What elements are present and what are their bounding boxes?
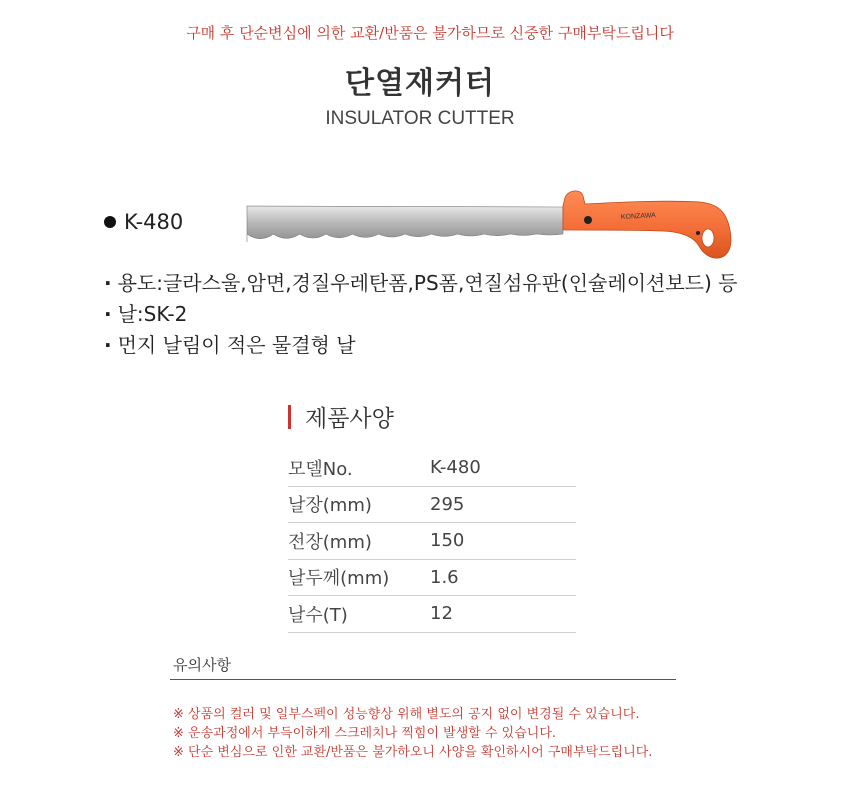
handle-hang-hole [702, 229, 714, 247]
return-policy-notice: 구매 후 단순변심에 의한 교환/반품은 불가하므로 신중한 구매부탁드립니다 [186, 24, 674, 42]
cutter-handle [563, 191, 731, 258]
product-subtitle: INSULATOR CUTTER [325, 108, 515, 129]
feature-item: · 날:SK-2 [104, 299, 737, 330]
caution-note: ※ 상품의 컬러 및 일부스펙이 성능향상 위해 별도의 공지 없이 변경될 수 있습니다. [173, 707, 640, 722]
spec-key: 날장(mm) [288, 495, 372, 517]
caution-note: ※ 운송과정에서 부득이하게 스크레치나 찍힘이 발생할 수 있습니다. [173, 726, 557, 741]
caution-notes [173, 705, 652, 762]
table-row [288, 450, 576, 487]
feature-item: · 용도:글라스울,암면,경질우레탄폼,PS폼,연질섬유판(인슐레이션보드) 등 [104, 268, 737, 299]
caution-title: 유의사항 [173, 656, 231, 674]
model-number: K-480 [124, 210, 184, 234]
spec-value: 1.6 [430, 566, 459, 588]
bullet-dot-icon [104, 216, 116, 228]
accent-bar [288, 405, 291, 429]
spec-value: 295 [430, 493, 465, 515]
table-row [288, 560, 576, 597]
cutter-product-image [245, 186, 735, 266]
table-row [288, 596, 576, 633]
spec-heading-label: 제품사양 [305, 406, 394, 432]
handle-rivet-small [696, 231, 700, 235]
feature-item: · 먼지 날림이 적은 물결형 날 [104, 330, 737, 361]
product-title: 단열재커터 [345, 66, 495, 101]
table-row [288, 523, 576, 560]
spec-key: 모델No. [288, 458, 353, 480]
spec-key: 전장(mm) [288, 531, 372, 553]
brand-mark: KONZAWA [620, 212, 656, 221]
spec-key: 날두께(mm) [288, 568, 390, 590]
serrated-blade [247, 206, 563, 242]
caution-note: ※ 단순 변심으로 인한 교환/반품은 불가하오니 사양을 확인하시어 구매부탁드립니다. [173, 745, 653, 760]
spec-key: 날수(T) [288, 604, 348, 626]
spec-value: 150 [430, 530, 465, 552]
handle-rivet [584, 216, 592, 224]
table-row [288, 487, 576, 524]
spec-heading [288, 400, 394, 433]
model-label [104, 210, 183, 234]
spec-value: K-480 [430, 457, 481, 479]
feature-list [104, 268, 737, 361]
spec-table [288, 450, 576, 633]
spec-value: 12 [430, 603, 453, 625]
caution-divider [170, 679, 676, 680]
